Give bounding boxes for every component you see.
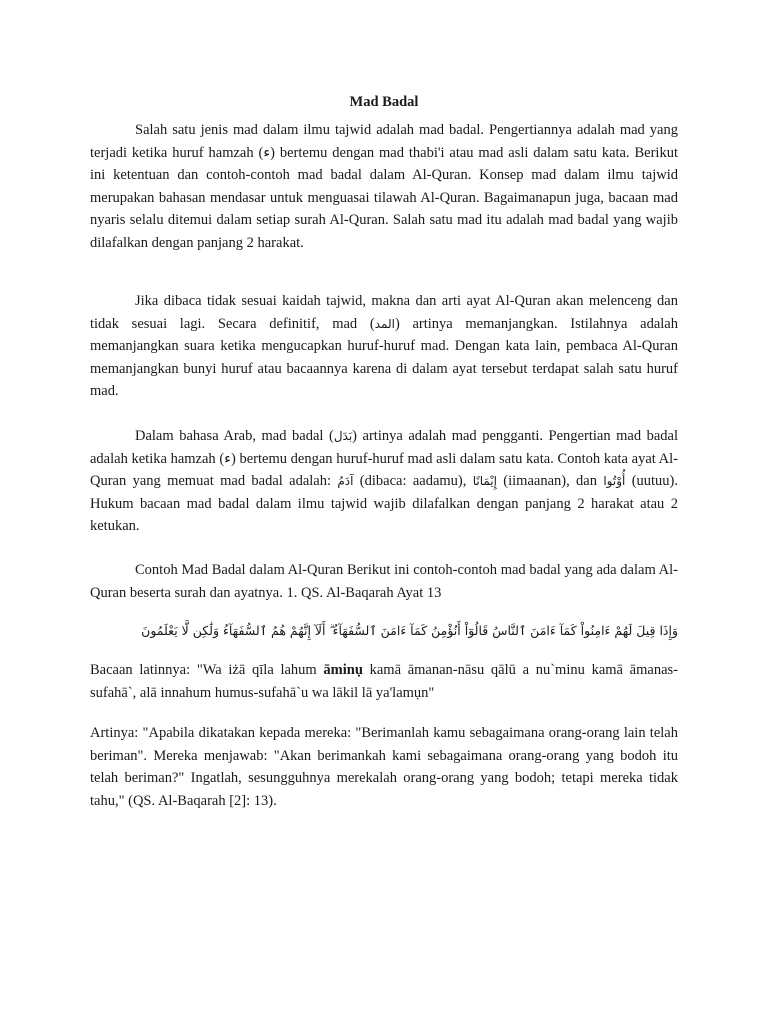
paragraph-latin-reading — [90, 659, 678, 704]
text-segment: ) artinya adalah mad pengganti. Pengertian mad badal adalah ketika hamzah (ء) bertemu dengan huruf-huruf mad asli dalam satu kata. Contoh kata ayat Al-Quran yang memuat mad badal adalah: — [90, 428, 679, 489]
text-segment: (uutuu). Hukum bacaan mad badal dalam ilmu tajwid wajib dilafalkan dengan panjang 2 harakat atau 2 ketukan. — [90, 473, 679, 534]
text-segment: Jika dibaca tidak sesuai kaidah tajwid, makna dan arti ayat Al-Quran akan melenceng dan tidak sesuai lagi. Secara definitif, mad ( — [90, 293, 678, 332]
bold-word: āminụ — [323, 662, 363, 678]
document-title: Mad Badal — [349, 94, 419, 110]
paragraph-definition: Salah satu jenis mad dalam ilmu tajwid adalah mad badal. Pengertiannya adalah mad yang terjadi ketika huruf hamzah (ء) bertemu dengan mad thabi'i atau mad asli dalam satu kata. Berikut ini ketentuan dan contoh-contoh mad badal dalam Al-Quran. Konsep mad dalam ilmu tajwid merupakan bahasan mendasar untuk menguasai tilawah Al-Quran. Bagaimanapun juga, bacaan mad nyaris selalu ditemui dalam setiap surah Al-Quran. Salah satu mad itu adalah mad badal yang wajib dilafalkan dengan panjang 2 harakat. — [90, 122, 678, 251]
arabic-verse: وَإِذَا قِيلَ لَهُمْ ءَامِنُواْ كَمَآ ءَامَنَ ٱلنَّاسُ قَالُوٓاْ أَنُؤْمِنُ كَمَآ ءَامَنَ ٱلسُّفَهَآءُ ۗ أَلَآ إِنَّهُمْ هُمُ ٱلسُّفَهَآءُ وَلَٰكِن لَّا يَعْلَمُونَ — [141, 623, 678, 638]
text-segment: (dibaca: aadamu), — [353, 473, 473, 489]
paragraph-badal-meaning — [90, 425, 678, 538]
paragraph-translation: Artinya: "Apabila dikatakan kepada mereka: "Berimanlah kamu sebagaimana orang-orang lain telah beriman". Mereka menjawab: "Akan berimankah kami sebagaimana orang-orang yang bodoh itu telah beriman?" Ingatlah, sesungguhnya merekalah orang-orang yang bodoh; tetapi mereka tidak tahu," (QS. Al-Baqarah [2]: 13). — [90, 725, 678, 809]
arabic-word-badal: بَدَل — [333, 429, 353, 443]
text-segment: kamā āmanan-nāsu qālū a nu`minu kamā āmanas-sufahā`, alā innahum humus-sufahā`u wa lākil lā ya'lamụn" — [90, 662, 678, 701]
paragraph-example-intro: Contoh Mad Badal dalam Al-Quran Berikut ini contoh-contoh mad badal yang ada dalam Al-Quran beserta surah dan ayatnya. 1. QS. Al-Baqarah Ayat 13 — [90, 562, 678, 601]
text-segment: ) artinya memanjangkan. Istilahnya adalah memanjangkan suara ketika mengucapkan huruf-huruf mad. Dengan kata lain, pembaca Al-Quran memanjangkan bunyi huruf atau bacaannya karena di dalam ayat tersebut terdapat salah satu huruf mad. — [90, 315, 678, 399]
text-segment: Bacaan latinnya: "Wa iżā qīla lahum — [90, 662, 324, 678]
arabic-word-mad: المد — [374, 316, 395, 331]
arabic-word-aadamu: آدَمُ — [337, 474, 354, 488]
arabic-word-uutuu: أُوْتُوا — [603, 474, 626, 488]
paragraph-mad-meaning — [90, 290, 678, 403]
arabic-word-iimaanan: إِيْمَانًا — [472, 474, 497, 488]
text-segment: Dalam bahasa Arab, mad badal ( — [135, 428, 334, 444]
text-segment: (iimaanan), dan — [496, 473, 604, 489]
